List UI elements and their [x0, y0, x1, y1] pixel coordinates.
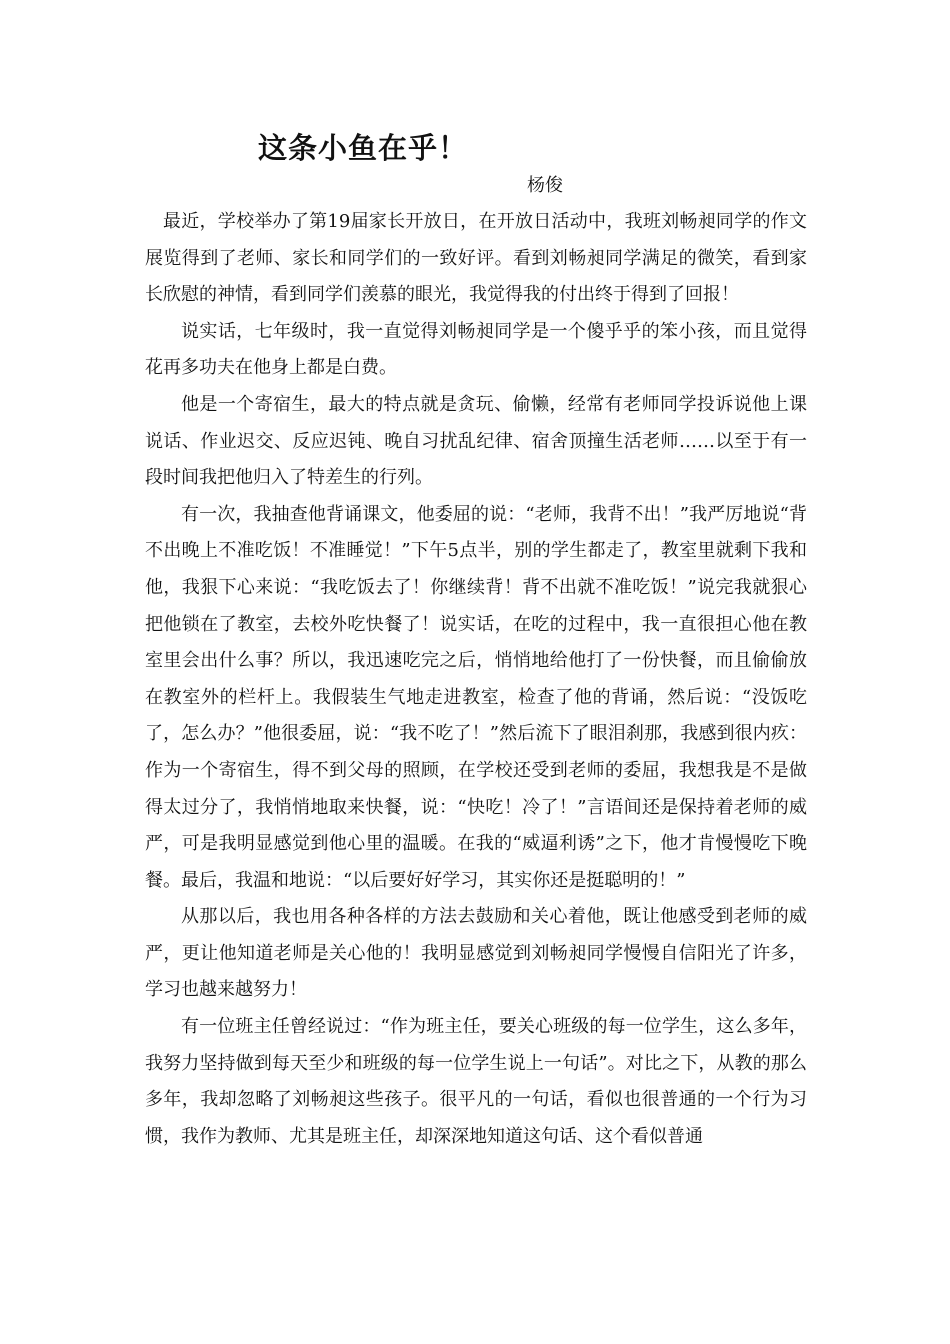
paragraph: 最近，学校举办了第19届家长开放日，在开放日活动中，我班刘畅昶同学的作文展览得到了老师、家长和同学们的一致好评。看到刘畅昶同学满足的微笑，看到家长欣慰的神情，看到同学们羡慕的眼光，我觉得我的付出终于得到了回报！ [145, 211, 807, 306]
paragraph: 有一次，我抽查他背诵课文，他委屈的说：“老师，我背不出！”我严厉地说“背不出晚上不准吃饭！不准睡觉！”下午5点半，别的学生都走了，教室里就剩下我和他，我狠下心来说：“我吃饭去了！你继续背！背不出就不准吃饭！”说完我就狠心把他锁在了教室，去校外吃快餐了！说实话，在吃的过程中，我一直很担心他在教室里会出什么事？所以，我迅速吃完之后，悄悄地给他打了一份快餐，而且偷偷放在教室外的栏杆上。我假装生气地走进教室，检查了他的背诵，然后说：“没饭吃了，怎么办？”他很委屈，说：“我不吃了！”然后流下了眼泪刹那，我感到很内疚：作为一个寄宿生，得不到父母的照顾，在学校还受到老师的委屈，我想我是不是做得太过分了，我悄悄地取来快餐，说：“快吃！冷了！”言语间还是保持着老师的威严，可是我明显感觉到他心里的温暖。在我的“威逼利诱”之下，他才肯慢慢吃下晚餐。最后，我温和地说：“以后要好好学习，其实你还是挺聪明的！” [145, 503, 807, 891]
paragraph: 说实话，七年级时，我一直觉得刘畅昶同学是一个傻乎乎的笨小孩，而且觉得花再多功夫在他身上都是白费。 [145, 320, 807, 379]
article-body [145, 204, 807, 1155]
paragraph: 他是一个寄宿生，最大的特点就是贪玩、偷懒，经常有老师同学投诉说他上课说话、作业迟交、反应迟钝、晚自习扰乱纪律、宿舍顶撞生活老师……以至于有一段时间我把他归入了特差生的行列。 [145, 393, 807, 489]
author-name: 杨俊 [527, 175, 563, 196]
paragraph: 从那以后，我也用各种各样的方法去鼓励和关心着他，既让他感受到老师的威严，更让他知道老师是关心他的！我明显感觉到刘畅昶同学慢慢自信阳光了许多，学习也越来越努力！ [145, 906, 807, 1001]
paragraph: 有一位班主任曾经说过：“作为班主任，要关心班级的每一位学生，这么多年，我努力坚持做到每天至少和班级的每一位学生说上一句话”。对比之下，从教的那么多年，我却忽略了刘畅昶这些孩子。很平凡的一句话，看似也很普通的一个行为习惯，我作为教师、尤其是班主任，却深深地知道这句话、这个看似普通 [145, 1016, 807, 1147]
article-title: 这条小鱼在乎！ [258, 131, 469, 165]
